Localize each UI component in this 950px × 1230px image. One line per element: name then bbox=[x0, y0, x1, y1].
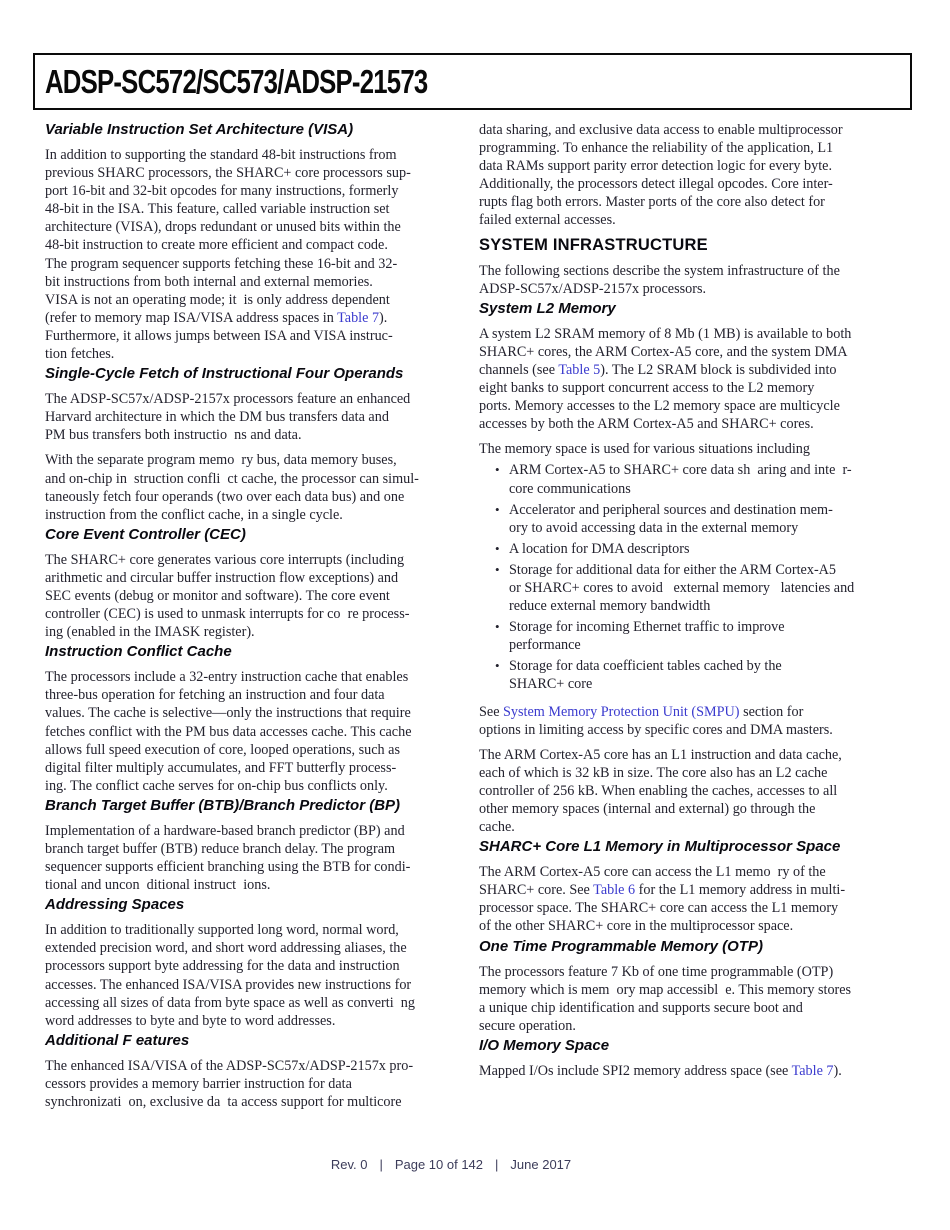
text-line: 48-bit in the ISA. This feature, called variable instruction set bbox=[45, 201, 390, 218]
paragraph bbox=[45, 146, 477, 363]
text-line: processors support byte addressing for the data and instruction bbox=[45, 958, 400, 975]
text-line: extended precision word, and short word addressing aliases, the bbox=[45, 940, 407, 957]
text-line: VISA is not an operating mode; it is only address dependent bbox=[45, 291, 390, 308]
link-smpu[interactable]: System Memory Protection Unit (SMPU) bbox=[503, 703, 740, 720]
text-line: processor space. The SHARC+ core can access the L1 memory bbox=[479, 900, 839, 917]
link-table-7-io[interactable]: Table 7 bbox=[791, 1062, 834, 1079]
text-line: other memory spaces (internal and external) go through the bbox=[479, 801, 816, 817]
section-heading: I/O Memory Space bbox=[479, 1036, 610, 1054]
paragraph bbox=[479, 703, 911, 739]
text-line: performance bbox=[509, 637, 581, 654]
paragraph bbox=[479, 863, 911, 935]
section-heading: Instruction Conflict Cache bbox=[45, 643, 232, 661]
text-line: Storage for additional data for either the ARM Cortex-A5 bbox=[509, 561, 837, 578]
link-table-5[interactable]: Table 5 bbox=[558, 361, 601, 378]
text-line: ARM Cortex-A5 to SHARC+ core data sh aring and inte r- bbox=[509, 462, 852, 479]
text-line: Furthermore, it allows jumps between ISA and VISA instruc- bbox=[45, 327, 393, 344]
text-line: allows full speed execution of core, looped operations, such as bbox=[45, 741, 400, 758]
text-line: SHARC+ core bbox=[509, 676, 593, 693]
text-line: arithmetic and circular buffer instruction flow exceptions) and bbox=[45, 569, 399, 586]
section-heading: One Time Programmable Memory (OTP) bbox=[479, 937, 763, 955]
section-heading: Core Event Controller (CEC) bbox=[45, 525, 246, 543]
title-box bbox=[33, 53, 912, 110]
section-heading: SHARC+ Core L1 Memory in Multiprocessor Space bbox=[479, 838, 841, 856]
paragraph bbox=[479, 1062, 911, 1080]
text-line: three-bus operation for fetching an instruction and four data bbox=[45, 687, 385, 704]
text-line: 48-bit instruction to create more efficient and compact code. bbox=[45, 237, 388, 254]
text-line: previous SHARC processors, the SHARC+ core processors sup- bbox=[45, 165, 411, 182]
section-heading: Branch Target Buffer (BTB)/Branch Predictor (BP) bbox=[45, 796, 401, 814]
text-line: accesses. The enhanced ISA/VISA provides new instructions for bbox=[45, 976, 412, 993]
text-line: The processors feature 7 Kb of one time programmable (OTP) bbox=[479, 963, 834, 980]
text-line: SEC events (debug or monitor and software). The core event bbox=[45, 587, 390, 604]
text-line: sequencer supports efficient branching using the BTB for condi- bbox=[45, 859, 411, 876]
section-heading: System L2 Memory bbox=[479, 299, 616, 317]
text-line: data RAMs support parity error detection logic for every byte. bbox=[479, 158, 833, 175]
paragraph bbox=[45, 551, 477, 641]
text-line: memory which is mem ory map accessibl e. This memory stores bbox=[479, 981, 852, 998]
footer-date: June 2017 bbox=[510, 1157, 572, 1172]
footer-separator: | bbox=[379, 1157, 383, 1172]
paragraph bbox=[45, 390, 477, 444]
text-line: branch target buffer (BTB) reduce branch delay. The program bbox=[45, 841, 396, 857]
text-line: A location for DMA descriptors bbox=[509, 540, 690, 557]
footer-separator: | bbox=[495, 1157, 499, 1172]
section-heading: Variable Instruction Set Architecture (VISA) bbox=[45, 121, 354, 138]
paragraph bbox=[45, 1057, 477, 1111]
text-line: cessors provides a memory barrier instruction for data bbox=[45, 1075, 352, 1092]
paragraph bbox=[45, 668, 477, 795]
text-line: controller of 256 kB. When enabling the caches, accesses to all bbox=[479, 782, 838, 799]
text-line: values. The cache is selective—only the instructions that require bbox=[45, 705, 411, 722]
text-line: eight banks to support concurrent access to the L2 memory bbox=[479, 380, 815, 397]
text-line: Implementation of a hardware-based branch predictor (BP) and bbox=[45, 822, 405, 839]
text-line: a unique chip identification and supports secure boot and bbox=[479, 999, 803, 1016]
text-line: A system L2 SRAM memory of 8 Mb (1 MB) is available to both bbox=[479, 325, 852, 342]
paragraph bbox=[45, 822, 477, 894]
bullet-list bbox=[479, 461, 911, 693]
paragraph bbox=[479, 262, 911, 298]
paragraph bbox=[479, 963, 911, 1035]
link-table-7[interactable]: Table 7 bbox=[337, 309, 380, 326]
bullet-item bbox=[479, 618, 911, 654]
paragraph bbox=[479, 746, 911, 836]
text-line: SHARC+ core. See Table 6 for the L1 memory address in multi- bbox=[479, 882, 846, 899]
bullet-item bbox=[479, 561, 911, 615]
text-line: The ARM Cortex-A5 core has an L1 instruction and data cache, bbox=[479, 746, 842, 763]
text-line: each of which is 32 kB in size. The core also has an L2 cache bbox=[479, 764, 828, 781]
text-line: or SHARC+ cores to avoid external memory latencies and bbox=[509, 579, 855, 596]
text-line: cache. bbox=[479, 819, 515, 836]
text-line: See System Memory Protection Unit (SMPU) section for bbox=[479, 703, 804, 720]
text-line: rupts flag both errors. Master ports of the core also detect for bbox=[479, 194, 825, 211]
text-line: ADSP-SC57x/ADSP-2157x processors. bbox=[479, 280, 707, 297]
bullet-icon: • bbox=[495, 501, 500, 517]
left-column bbox=[45, 121, 477, 1113]
text-line: Storage for incoming Ethernet traffic to improve bbox=[509, 619, 785, 636]
text-line: synchronizati on, exclusive da ta access support for multicore bbox=[45, 1094, 402, 1111]
paragraph bbox=[479, 440, 911, 458]
text-line: taneously fetch four operands (two over each data bus) and one bbox=[45, 488, 405, 505]
text-line: In addition to supporting the standard 48-bit instructions from bbox=[45, 147, 397, 163]
text-line: Mapped I/Os include SPI2 memory address space (see Table 7). bbox=[479, 1062, 842, 1079]
text-line: Accelerator and peripheral sources and destination mem- bbox=[509, 501, 833, 518]
footer-page-number: Page 10 of 142 bbox=[394, 1157, 484, 1172]
text-line: In addition to traditionally supported long word, normal word, bbox=[45, 922, 399, 939]
text-line: and on-chip in struction confli ct cache, the processor can simul- bbox=[45, 470, 419, 487]
text-line: ing (enabled in the IMASK register). bbox=[45, 624, 255, 641]
bullet-item bbox=[479, 461, 911, 497]
text-line: controller (CEC) is used to unmask interrupts for co re process- bbox=[45, 606, 410, 623]
text-line: word addresses to byte and byte to word addresses. bbox=[45, 1012, 336, 1029]
bullet-item bbox=[479, 657, 911, 693]
bullet-icon: • bbox=[495, 540, 500, 556]
text-line: core communications bbox=[509, 480, 631, 497]
text-line: accesses by both the ARM Cortex-A5 and SHARC+ cores. bbox=[479, 416, 814, 433]
paragraph bbox=[479, 325, 911, 434]
text-line: ing. The conflict cache serves for on-chip bus conflicts only. bbox=[45, 777, 388, 794]
text-line: The ARM Cortex-A5 core can access the L1 memo ry of the bbox=[479, 864, 826, 881]
text-line: With the separate program memo ry bus, data memory buses, bbox=[45, 452, 397, 469]
text-line: The following sections describe the system infrastructure of the bbox=[479, 262, 840, 279]
text-line: data sharing, and exclusive data access to enable multiprocessor bbox=[479, 122, 843, 138]
text-line: digital filter multiply accumulates, and FFT butterfly process- bbox=[45, 759, 397, 776]
text-line: ports. Memory accesses to the L2 memory space are multicycle bbox=[479, 398, 840, 415]
bullet-icon: • bbox=[495, 561, 500, 577]
footer-revision: Rev. 0 bbox=[330, 1157, 368, 1172]
text-line: accessing all sizes of data from byte space as well as converti ng bbox=[45, 994, 415, 1011]
text-line: (refer to memory map ISA/VISA address spaces in Table 7). bbox=[45, 309, 388, 326]
text-line: architecture (VISA), drops redundant or unused bits within the bbox=[45, 219, 401, 236]
section-heading: Single-Cycle Fetch of Instructional Four Operands bbox=[45, 365, 404, 383]
bullet-icon: • bbox=[495, 619, 500, 635]
text-line: ory to avoid accessing data in the external memory bbox=[509, 519, 799, 536]
text-line: bit instructions from both internal and external memories. bbox=[45, 273, 373, 290]
text-line: tional and uncon ditional instruct ions. bbox=[45, 877, 271, 894]
text-line: Harvard architecture in which the DM bus transfers data and bbox=[45, 409, 389, 426]
text-line: tion fetches. bbox=[45, 346, 115, 363]
text-line: instruction from the conflict cache, in a single cycle. bbox=[45, 506, 343, 523]
text-line: Storage for data coefficient tables cached by the bbox=[509, 658, 782, 675]
bullet-item bbox=[479, 501, 911, 537]
text-line: The SHARC+ core generates various core interrupts (including bbox=[45, 551, 405, 568]
text-line: programming. To enhance the reliability of the application, L1 bbox=[479, 140, 834, 157]
text-line: The memory space is used for various situations including bbox=[479, 441, 810, 458]
section-heading: Addressing Spaces bbox=[45, 896, 185, 914]
text-line: The enhanced ISA/VISA of the ADSP-SC57x/ADSP-2157x pro- bbox=[45, 1057, 414, 1074]
section-heading: SYSTEM INFRASTRUCTURE bbox=[479, 235, 708, 254]
paragraph bbox=[479, 121, 911, 230]
paragraph bbox=[45, 921, 477, 1030]
document-title: ADSP-SC572/SC573/ADSP-21573 bbox=[45, 62, 428, 100]
text-line: fetches conflict with the PM bus data accesses cache. This cache bbox=[45, 723, 412, 740]
text-line: secure operation. bbox=[479, 1017, 576, 1034]
section-heading: Additional F eatures bbox=[45, 1031, 190, 1049]
page-footer bbox=[0, 1157, 902, 1172]
bullet-icon: • bbox=[495, 658, 500, 674]
text-line: The processors include a 32-entry instruction cache that enables bbox=[45, 669, 409, 686]
bullet-item bbox=[479, 540, 911, 558]
text-line: of the other SHARC+ core in the multiprocessor space. bbox=[479, 918, 794, 935]
text-line: The program sequencer supports fetching these 16-bit and 32- bbox=[45, 255, 398, 272]
link-table-6[interactable]: Table 6 bbox=[593, 882, 636, 899]
right-column bbox=[479, 121, 911, 1082]
text-line: channels (see Table 5). The L2 SRAM block is subdivided into bbox=[479, 361, 837, 378]
text-line: failed external accesses. bbox=[479, 212, 616, 229]
paragraph bbox=[45, 451, 477, 523]
text-line: reduce external memory bandwidth bbox=[509, 598, 711, 615]
text-line: SHARC+ cores, the ARM Cortex-A5 core, and the system DMA bbox=[479, 343, 848, 360]
text-line: Additionally, the processors detect illegal opcodes. Core inter- bbox=[479, 176, 833, 193]
text-line: PM bus transfers both instructio ns and data. bbox=[45, 427, 302, 444]
bullet-icon: • bbox=[495, 462, 500, 478]
text-line: options in limiting access by specific cores and DMA masters. bbox=[479, 721, 833, 738]
text-line: The ADSP-SC57x/ADSP-2157x processors feature an enhanced bbox=[45, 391, 411, 408]
text-line: port 16-bit and 32-bit opcodes for many instructions, formerly bbox=[45, 183, 399, 200]
